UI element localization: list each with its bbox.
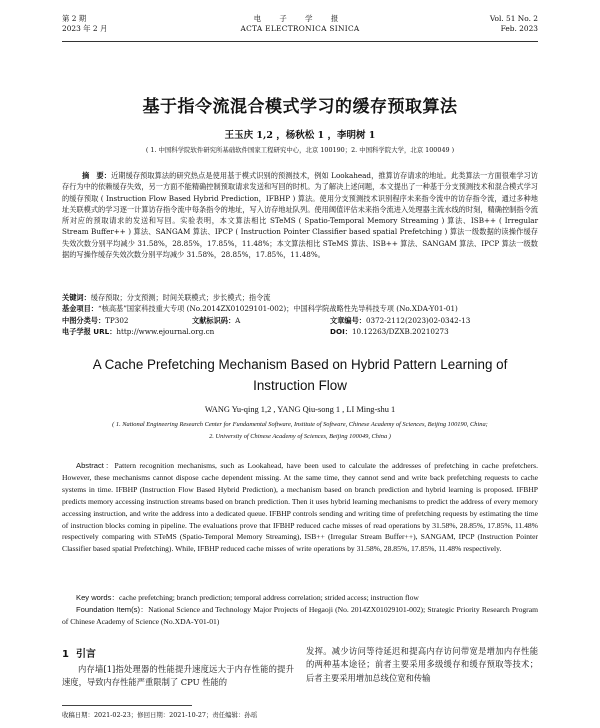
issue-number: 第 2 期 [62, 14, 87, 23]
body-column-right: 发挥。减少访问等待延迟和提高内存访问带宽是增加内存性能的两种基本途径；前者主要采用多级缓存和缓存预取等技术；后者主要采用增加总线位宽和传输 [306, 646, 538, 683]
title-en: A Cache Prefetching Mechanism Based on Hybrid Pattern Learning of Instruction Flow [92, 357, 508, 393]
abstract-en-label: Abstract： [76, 461, 115, 470]
abstract-en-text: Pattern recognition mechanisms, such as Lookahead, have been used to calculate the addresses of prefetching in cache prefetchers. However, these mechanisms cannot dispose cache dependent missing. At the same time, they cannot send and write back prefetching requests to cache systems in time. IFBHP (Instruction Flow Based Hybrid Prediction), a mechanism based on branch prediction and hybrid learning is proposed. IFBHP predicts memory accessing instruction streams based on branch prediction. Then it uses hybrid learning mechanisms to predict the address of every memory accessing instruction, and write the address into a dedicated queue. IFBHP controls sending and writing time of prefetching requests by estimating the time of instruction blocks coming in pipeline. The evaluations prove that IFBHP reduced cache misses of read operations by 31.58%, 28.85%, 17.85%, 11.48% respectively comparing with STeMS (Spatio-Temporal Memory Streaming), ISB++ (Irregular Stream Buffer++), SANGAM, IPCP (Instruction Pointer Classifier based spatial Prefetching). While, IFBHP reduced cache misses of write operations by 31.58%, 28.85%, 17.85%, 11.48% respectively. [62, 461, 538, 554]
authors-zh: 王玉庆 1,2 ，杨秋松 1 ，李明树 1 [224, 130, 376, 141]
fund-zh [62, 303, 538, 314]
fund-en [62, 604, 538, 628]
body-column-left: 内存墙[1]指处理器的性能提升速度远大于内存性能的提升速度，导致内存性能严重限制了 CPU 性能的 [62, 664, 294, 688]
journal-name-en: ACTA ELECTRONICA SINICA [240, 24, 360, 33]
keywords-en-text: cache prefetching; branch prediction; temporal address correlation; strided access; instruction flow [119, 593, 419, 602]
footnote-rule [62, 705, 192, 706]
header-rule [62, 41, 538, 42]
fund-zh-label: 基金项目： [62, 304, 98, 313]
journal-name-zh: 电 子 学 报 [253, 14, 347, 23]
doi: DOI：10.12263/DZXB.20210273 [330, 327, 449, 336]
affiliation-zh: ( 1. 中国科学院软件研究所基础软件国家工程研究中心，北京 100190；2. 中国科学院大学，北京 100049 ) [145, 146, 455, 154]
journal-url: 电子学报 URL：http://www.ejournal.org.cn [62, 327, 215, 336]
clc-number: 中图分类号：TP302 [62, 316, 129, 325]
section-title: 引言 [75, 649, 96, 660]
affiliation-en-2: 2. University of Chinese Academy of Sciences, Beijing 100049, China ) [209, 433, 391, 440]
fund-en-text: National Science and Technology Major Projects of Hegaoji (No. 2014ZX01029101-002); Strategic Priority Research Program of Chinese Academy of Science (No.XDA-Y01-01) [62, 605, 538, 626]
fund-en-label: Foundation Item(s)： [76, 605, 149, 614]
keywords-en [62, 592, 538, 604]
abstract-en [62, 460, 538, 555]
section-number: 1 [62, 649, 69, 660]
keywords-en-label: Key words： [76, 593, 120, 602]
keywords-zh [62, 292, 538, 303]
abstract-zh-text: 近期缓存预取算法的研究热点是使用基于模式识别的预测技术，例如 Lookahead，推算访存请求的地址。此类算法一方面很难学习访存行为中的依赖缓存失效，另一方面不能精确控制预取请求发送和写回的时机。为了解决上述问题，本文提出了一种基于分支预测技术和混合模式学习的缓存预取 ( Instruction Flow Based Hybrid Prediction，IFBHP ) 算法。使用分支预测技术识别程序未来指令流中的访存指令流，通过多种地址关联模式的学习逐一计算访存指令流中每条指令的地址，写入访存地址队列。使用阈值评估未来指令流进入处理器主流水线的时刻，精确控制指令流所对应的预取请求的发送和写回。实验表明，本文算法相比 STeMS ( Spatio-Temporal Memory Streaming ) 算法、ISB++ ( Irregular Stream Buffer++ ) 算法、SANGAM 算法、IPCP ( Instruction Pointer Classifier based spatial Prefetching ) 算法一级数据的读操作缓存失效次数分别平均减少 31.58%，28.85%，17.85%，11.48%；本文算法相比 STeMS 算法、ISB++ 算法、SANGAM 算法、IPCP 算法一级数据的写操作缓存失效次数分别平均减少 31.58%，28.85%，17.85%，11.48%。 [62, 171, 538, 260]
header-center [62, 14, 538, 34]
affiliation-en-1: ( 1. National Engineering Research Center for Fundamental Software, Institute of Software, Chinese Academy of Sciences, Beijing 100190, China; [112, 421, 488, 428]
article-number: 文章编号：0372-2112(2023)02-0342-13 [330, 316, 471, 325]
authors-en: WANG Yu-qing 1,2 , YANG Qiu-song 1 , LI Ming-shu 1 [204, 405, 396, 414]
abstract-zh-label: 摘 要： [82, 171, 112, 180]
issue-date: 2023 年 2 月 [62, 24, 108, 33]
header-right [490, 14, 538, 34]
abstract-zh [62, 170, 538, 260]
footnote: 收稿日期：2021-02-23；修回日期：2021-10-27；责任编辑：孙瑶 [62, 711, 258, 719]
volume-number: Vol. 51 No. 2 [489, 14, 538, 23]
keywords-zh-label: 关键词： [62, 293, 91, 302]
section-heading [62, 645, 96, 660]
title-zh: 基于指令流混合模式学习的缓存预取算法 [142, 97, 458, 117]
issue-date-en: Feb. 2023 [500, 24, 538, 33]
running-header [62, 14, 538, 42]
doc-code: 文献标识码：A [192, 316, 241, 325]
fund-zh-text: “核高基”国家科技重大专项 (No.2014ZX01029101-002)；中国科学院战略性先导科技专项 (No.XDA-Y01-01) [97, 304, 458, 313]
keywords-zh-text: 缓存预取；分支预测；时间关联模式；步长模式；指令流 [90, 293, 271, 302]
